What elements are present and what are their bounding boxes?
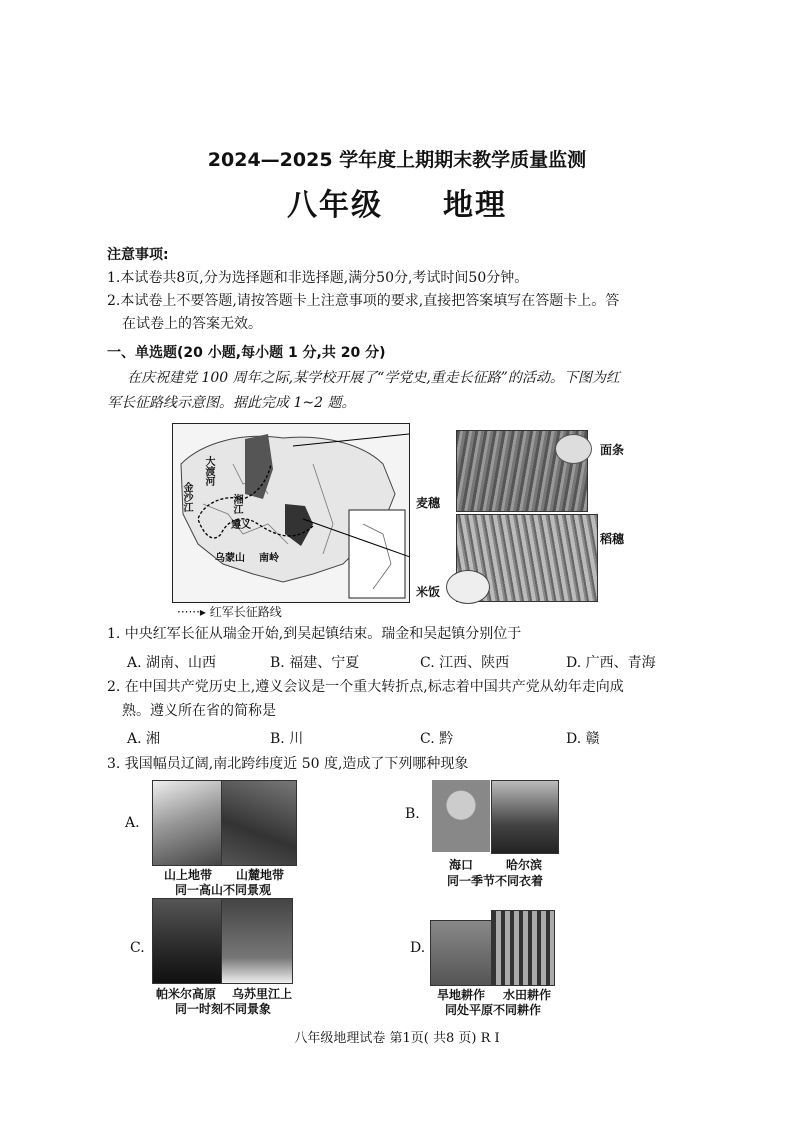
option-c-caption-1: 帕米尔高原 — [155, 987, 216, 1001]
question-3-option-d[interactable]: D. — [410, 940, 426, 956]
option-b-caption-2: 哈尔滨 — [505, 858, 542, 872]
alpine-photo — [152, 780, 222, 866]
zunyi-label: 遵义 — [231, 520, 251, 531]
option-b-summary: 同一季节不同衣着 — [446, 874, 543, 888]
long-march-map — [172, 423, 410, 603]
dryland-photo — [430, 920, 492, 986]
notice-heading: 注意事项: — [107, 247, 169, 263]
option-d-caption-2: 水田耕作 — [502, 988, 551, 1002]
question-3-option-b[interactable]: B. — [405, 806, 420, 822]
question-3-option-a[interactable]: A. — [125, 815, 140, 831]
noodles-photo — [555, 434, 592, 464]
option-b-caption-1: 海口 — [448, 858, 473, 872]
dadu-river-label: 大渡河 — [203, 456, 214, 486]
grade-label: 八年级 — [287, 188, 383, 223]
question-2-stem-cont: 熟。遵义所在省的简称是 — [122, 703, 276, 719]
option-a-summary: 同一高山不同景观 — [174, 883, 271, 897]
intro-text: 在庆祝建党 100 周年之际,某学校开展了“学党史,重走长征路”的活动。下图为红 — [127, 370, 620, 386]
question-1-option-c[interactable]: C. 江西、陕西 — [420, 655, 510, 671]
subject-label: 地理 — [443, 188, 507, 223]
rice-ear-label: 稻穗 — [600, 532, 625, 546]
section-heading: 一、单选题(20 小题,每小题 1 分,共 20 分) — [107, 345, 386, 361]
harbin-photo — [491, 780, 559, 854]
map-legend: ······▸ 红军长征路线 — [177, 605, 282, 619]
notice-item-1: 1.本试卷共8页,分为选择题和非选择题,满分50分,考试时间50分钟。 — [107, 270, 529, 286]
question-1-stem: 1. 中央红军长征从瑞金开始,到吴起镇结束。瑞金和吴起镇分别位于 — [107, 626, 522, 642]
nanling-label: 南岭 — [259, 553, 279, 564]
question-2-option-d[interactable]: D. 赣 — [566, 731, 600, 747]
option-d-summary: 同处平原不同耕作 — [444, 1003, 541, 1017]
intro-text-cont: 军长征路线示意图。据此完成 1~2 题。 — [107, 395, 356, 411]
xiang-river-label: 湘江 — [231, 494, 242, 514]
rice-bowl-photo — [446, 570, 490, 604]
question-3-stem: 3. 我国幅员辽阔,南北跨纬度近 50 度,造成了下列哪种现象 — [107, 756, 469, 772]
haikou-photo — [432, 780, 490, 852]
legend-label: 红军长征路线 — [209, 605, 282, 619]
noodles-label: 面条 — [600, 443, 625, 457]
question-1-option-b[interactable]: B. 福建、宁夏 — [270, 655, 360, 671]
question-2-option-a[interactable]: A. 湘 — [127, 731, 161, 747]
exam-subtitle — [0, 180, 794, 224]
notice-item-2: 2.本试卷上不要答题,请按答题卡上注意事项的要求,直接把答案填写在答题卡上。答 — [107, 293, 620, 309]
question-3-option-c[interactable]: C. — [130, 940, 145, 956]
notice-item-2-cont: 在试卷上的答案无效。 — [122, 316, 262, 332]
pamir-photo — [152, 898, 222, 984]
wumeng-mountain-label: 乌蒙山 — [215, 553, 245, 564]
wheat-label: 麦穗 — [416, 496, 441, 510]
question-2-option-c[interactable]: C. 黔 — [420, 731, 454, 747]
foothill-photo — [221, 780, 297, 866]
page-footer: 八年级地理试卷 第1页( 共8 页) R I — [294, 1031, 500, 1046]
question-1-option-d[interactable]: D. 广西、青海 — [566, 655, 656, 671]
question-1-option-a[interactable]: A. 湖南、山西 — [127, 655, 217, 671]
question-2-option-b[interactable]: B. 川 — [270, 731, 304, 747]
rice-label: 米饭 — [416, 585, 441, 599]
option-d-caption-1: 旱地耕作 — [436, 988, 485, 1002]
wusuli-photo — [221, 898, 293, 984]
question-2-stem: 2. 在中国共产党历史上,遵义会议是一个重大转折点,标志着中国共产党从幼年走向成 — [107, 679, 624, 695]
option-c-summary: 同一时刻不同景象 — [174, 1002, 271, 1016]
option-a-caption-1: 山上地带 — [163, 868, 212, 882]
option-c-caption-2: 乌苏里江上 — [231, 987, 292, 1001]
exam-title: 2024—2025 学年度上期期末教学质量监测 — [207, 149, 587, 171]
option-a-caption-2: 山麓地带 — [235, 868, 284, 882]
paddy-photo — [491, 910, 555, 986]
jinsha-river-label: 金沙江 — [181, 482, 192, 512]
china-outline-icon — [173, 424, 409, 602]
